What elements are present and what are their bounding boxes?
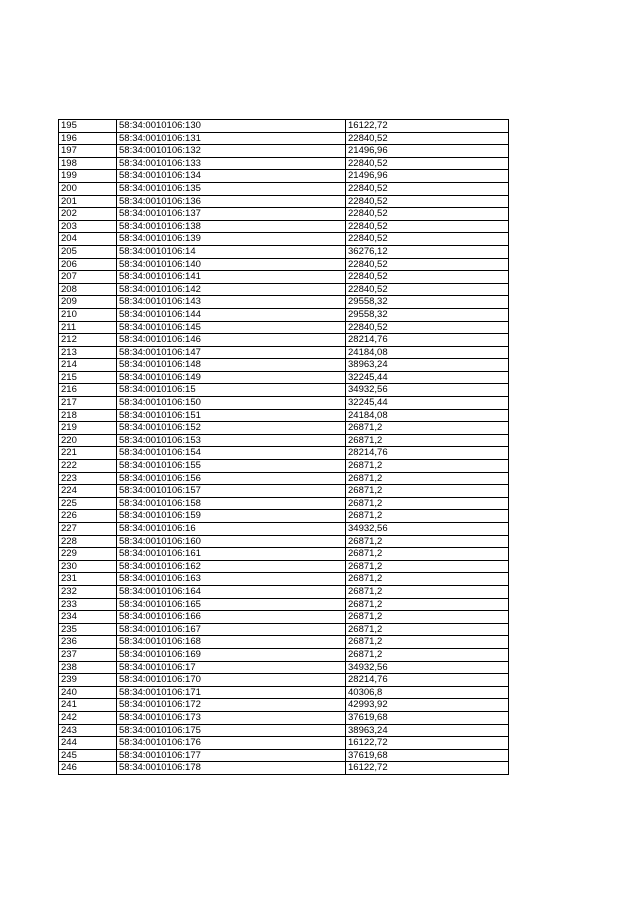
value-cell: 22840,52: [346, 220, 509, 233]
cadastral-number-cell: 58:34:0010106:171: [117, 686, 346, 699]
table-row: [59, 271, 509, 284]
row-number-cell: 243: [59, 724, 117, 737]
value-cell: 34932,56: [346, 661, 509, 674]
value-cell: 22840,52: [346, 208, 509, 221]
row-number-cell: 230: [59, 560, 117, 573]
row-number-cell: 240: [59, 686, 117, 699]
row-number-cell: 241: [59, 699, 117, 712]
row-number-cell: 211: [59, 321, 117, 334]
value-cell: 26871,2: [346, 585, 509, 598]
cadastral-number-cell: 58:34:0010106:134: [117, 170, 346, 183]
cadastral-number-cell: 58:34:0010106:140: [117, 258, 346, 271]
table-row: [59, 472, 509, 485]
cadastral-number-cell: 58:34:0010106:177: [117, 749, 346, 762]
row-number-cell: 215: [59, 371, 117, 384]
table-row: [59, 359, 509, 372]
table-row: [59, 157, 509, 170]
row-number-cell: 224: [59, 485, 117, 498]
cadastral-number-cell: 58:34:0010106:17: [117, 661, 346, 674]
cadastral-number-cell: 58:34:0010106:155: [117, 460, 346, 473]
value-cell: 22840,52: [346, 321, 509, 334]
cadastral-number-cell: 58:34:0010106:161: [117, 548, 346, 561]
table-row: [59, 321, 509, 334]
cadastral-number-cell: 58:34:0010106:131: [117, 132, 346, 145]
row-number-cell: 239: [59, 674, 117, 687]
table-row: [59, 674, 509, 687]
value-cell: 22840,52: [346, 132, 509, 145]
cadastral-number-cell: 58:34:0010106:169: [117, 648, 346, 661]
row-number-cell: 203: [59, 220, 117, 233]
cadastral-number-cell: 58:34:0010106:173: [117, 711, 346, 724]
value-cell: 22840,52: [346, 283, 509, 296]
value-cell: 40306,8: [346, 686, 509, 699]
table-row: [59, 245, 509, 258]
row-number-cell: 214: [59, 359, 117, 372]
table-row: [59, 661, 509, 674]
cadastral-number-cell: 58:34:0010106:165: [117, 598, 346, 611]
table-row: [59, 686, 509, 699]
table-row: [59, 422, 509, 435]
table-row: [59, 208, 509, 221]
value-cell: 32245,44: [346, 397, 509, 410]
table-row: [59, 711, 509, 724]
table-row: [59, 585, 509, 598]
value-cell: 24184,08: [346, 346, 509, 359]
row-number-cell: 206: [59, 258, 117, 271]
value-cell: 22840,52: [346, 258, 509, 271]
cadastral-number-cell: 58:34:0010106:137: [117, 208, 346, 221]
cadastral-number-cell: 58:34:0010106:154: [117, 447, 346, 460]
cadastral-number-cell: 58:34:0010106:142: [117, 283, 346, 296]
cadastral-number-cell: 58:34:0010106:178: [117, 762, 346, 775]
value-cell: 16122,72: [346, 762, 509, 775]
table-row: [59, 397, 509, 410]
value-cell: 21496,96: [346, 170, 509, 183]
row-number-cell: 236: [59, 636, 117, 649]
value-cell: 26871,2: [346, 573, 509, 586]
cadastral-number-cell: 58:34:0010106:15: [117, 384, 346, 397]
cadastral-number-cell: 58:34:0010106:130: [117, 120, 346, 133]
cadastral-number-cell: 58:34:0010106:170: [117, 674, 346, 687]
row-number-cell: 233: [59, 598, 117, 611]
table-row: [59, 170, 509, 183]
table-row: [59, 623, 509, 636]
table-row: [59, 434, 509, 447]
table-row: [59, 120, 509, 133]
row-number-cell: 204: [59, 233, 117, 246]
table-row: [59, 283, 509, 296]
cadastral-number-cell: 58:34:0010106:135: [117, 182, 346, 195]
row-number-cell: 219: [59, 422, 117, 435]
table-row: [59, 334, 509, 347]
value-cell: 26871,2: [346, 497, 509, 510]
value-cell: 26871,2: [346, 434, 509, 447]
row-number-cell: 210: [59, 308, 117, 321]
table-row: [59, 258, 509, 271]
table-row: [59, 132, 509, 145]
cadastral-number-cell: 58:34:0010106:151: [117, 409, 346, 422]
table-row: [59, 233, 509, 246]
cadastral-number-cell: 58:34:0010106:152: [117, 422, 346, 435]
row-number-cell: 197: [59, 145, 117, 158]
value-cell: 26871,2: [346, 623, 509, 636]
value-cell: 26871,2: [346, 636, 509, 649]
value-cell: 26871,2: [346, 510, 509, 523]
cadastral-number-cell: 58:34:0010106:146: [117, 334, 346, 347]
cadastral-number-cell: 58:34:0010106:172: [117, 699, 346, 712]
cadastral-number-cell: 58:34:0010106:148: [117, 359, 346, 372]
table-row: [59, 384, 509, 397]
row-number-cell: 205: [59, 245, 117, 258]
value-cell: 16122,72: [346, 737, 509, 750]
cadastral-number-cell: 58:34:0010106:136: [117, 195, 346, 208]
table-row: [59, 636, 509, 649]
row-number-cell: 229: [59, 548, 117, 561]
row-number-cell: 234: [59, 611, 117, 624]
table-row: [59, 296, 509, 309]
value-cell: 37619,68: [346, 749, 509, 762]
cadastral-number-cell: 58:34:0010106:147: [117, 346, 346, 359]
table-row: [59, 497, 509, 510]
cadastral-number-cell: 58:34:0010106:133: [117, 157, 346, 170]
table-row: [59, 611, 509, 624]
cadastral-number-cell: 58:34:0010106:156: [117, 472, 346, 485]
row-number-cell: 196: [59, 132, 117, 145]
value-cell: 28214,76: [346, 334, 509, 347]
value-cell: 21496,96: [346, 145, 509, 158]
cadastral-number-cell: 58:34:0010106:158: [117, 497, 346, 510]
table-row: [59, 447, 509, 460]
cadastral-number-cell: 58:34:0010106:132: [117, 145, 346, 158]
table-body: [59, 120, 509, 775]
value-cell: 22840,52: [346, 182, 509, 195]
cadastral-number-cell: 58:34:0010106:153: [117, 434, 346, 447]
table-row: [59, 523, 509, 536]
table-row: [59, 749, 509, 762]
row-number-cell: 208: [59, 283, 117, 296]
value-cell: 29558,32: [346, 308, 509, 321]
row-number-cell: 199: [59, 170, 117, 183]
row-number-cell: 223: [59, 472, 117, 485]
table-row: [59, 560, 509, 573]
cadastral-number-cell: 58:34:0010106:16: [117, 523, 346, 536]
value-cell: 22840,52: [346, 195, 509, 208]
value-cell: 24184,08: [346, 409, 509, 422]
cadastral-number-cell: 58:34:0010106:139: [117, 233, 346, 246]
value-cell: 26871,2: [346, 472, 509, 485]
cadastral-number-cell: 58:34:0010106:150: [117, 397, 346, 410]
row-number-cell: 228: [59, 535, 117, 548]
value-cell: 22840,52: [346, 233, 509, 246]
table-row: [59, 724, 509, 737]
value-cell: 38963,24: [346, 724, 509, 737]
value-cell: 26871,2: [346, 648, 509, 661]
table-row: [59, 535, 509, 548]
row-number-cell: 195: [59, 120, 117, 133]
row-number-cell: 222: [59, 460, 117, 473]
row-number-cell: 244: [59, 737, 117, 750]
row-number-cell: 201: [59, 195, 117, 208]
cadastral-number-cell: 58:34:0010106:168: [117, 636, 346, 649]
value-cell: 26871,2: [346, 548, 509, 561]
table-row: [59, 648, 509, 661]
value-cell: 26871,2: [346, 535, 509, 548]
row-number-cell: 227: [59, 523, 117, 536]
row-number-cell: 245: [59, 749, 117, 762]
row-number-cell: 225: [59, 497, 117, 510]
value-cell: 34932,56: [346, 523, 509, 536]
table-row: [59, 762, 509, 775]
cadastral-number-cell: 58:34:0010106:166: [117, 611, 346, 624]
cadastral-number-cell: 58:34:0010106:143: [117, 296, 346, 309]
row-number-cell: 212: [59, 334, 117, 347]
table-row: [59, 220, 509, 233]
row-number-cell: 231: [59, 573, 117, 586]
row-number-cell: 232: [59, 585, 117, 598]
row-number-cell: 220: [59, 434, 117, 447]
value-cell: 26871,2: [346, 598, 509, 611]
row-number-cell: 217: [59, 397, 117, 410]
table-row: [59, 308, 509, 321]
cadastral-number-cell: 58:34:0010106:176: [117, 737, 346, 750]
cadastral-number-cell: 58:34:0010106:160: [117, 535, 346, 548]
value-cell: 26871,2: [346, 560, 509, 573]
table-row: [59, 195, 509, 208]
value-cell: 26871,2: [346, 460, 509, 473]
row-number-cell: 200: [59, 182, 117, 195]
cadastral-number-cell: 58:34:0010106:149: [117, 371, 346, 384]
row-number-cell: 216: [59, 384, 117, 397]
cadastral-number-cell: 58:34:0010106:164: [117, 585, 346, 598]
value-cell: 32245,44: [346, 371, 509, 384]
cadastral-number-cell: 58:34:0010106:144: [117, 308, 346, 321]
cadastral-number-cell: 58:34:0010106:157: [117, 485, 346, 498]
table-row: [59, 460, 509, 473]
row-number-cell: 226: [59, 510, 117, 523]
cadastral-number-cell: 58:34:0010106:159: [117, 510, 346, 523]
row-number-cell: 213: [59, 346, 117, 359]
cadastral-number-cell: 58:34:0010106:162: [117, 560, 346, 573]
row-number-cell: 207: [59, 271, 117, 284]
table-row: [59, 699, 509, 712]
cadastral-number-cell: 58:34:0010106:138: [117, 220, 346, 233]
value-cell: 22840,52: [346, 157, 509, 170]
value-cell: 36276,12: [346, 245, 509, 258]
table-row: [59, 598, 509, 611]
row-number-cell: 242: [59, 711, 117, 724]
cadastral-number-cell: 58:34:0010106:141: [117, 271, 346, 284]
value-cell: 26871,2: [346, 611, 509, 624]
table-row: [59, 548, 509, 561]
row-number-cell: 218: [59, 409, 117, 422]
value-cell: 26871,2: [346, 422, 509, 435]
table-row: [59, 371, 509, 384]
table-row: [59, 145, 509, 158]
cadastral-number-cell: 58:34:0010106:145: [117, 321, 346, 334]
table-row: [59, 573, 509, 586]
row-number-cell: 246: [59, 762, 117, 775]
value-cell: 22840,52: [346, 271, 509, 284]
value-cell: 37619,68: [346, 711, 509, 724]
value-cell: 42993,92: [346, 699, 509, 712]
cadastral-number-cell: 58:34:0010106:14: [117, 245, 346, 258]
value-cell: 26871,2: [346, 485, 509, 498]
row-number-cell: 221: [59, 447, 117, 460]
table-row: [59, 510, 509, 523]
value-cell: 16122,72: [346, 120, 509, 133]
value-cell: 34932,56: [346, 384, 509, 397]
table-row: [59, 737, 509, 750]
row-number-cell: 198: [59, 157, 117, 170]
cadastral-number-cell: 58:34:0010106:175: [117, 724, 346, 737]
row-number-cell: 235: [59, 623, 117, 636]
value-cell: 28214,76: [346, 674, 509, 687]
table-row: [59, 346, 509, 359]
value-cell: 28214,76: [346, 447, 509, 460]
cadastral-table: [58, 119, 509, 775]
row-number-cell: 238: [59, 661, 117, 674]
row-number-cell: 237: [59, 648, 117, 661]
row-number-cell: 209: [59, 296, 117, 309]
table-row: [59, 485, 509, 498]
cadastral-number-cell: 58:34:0010106:167: [117, 623, 346, 636]
row-number-cell: 202: [59, 208, 117, 221]
table-row: [59, 409, 509, 422]
table-row: [59, 182, 509, 195]
value-cell: 38963,24: [346, 359, 509, 372]
value-cell: 29558,32: [346, 296, 509, 309]
cadastral-number-cell: 58:34:0010106:163: [117, 573, 346, 586]
